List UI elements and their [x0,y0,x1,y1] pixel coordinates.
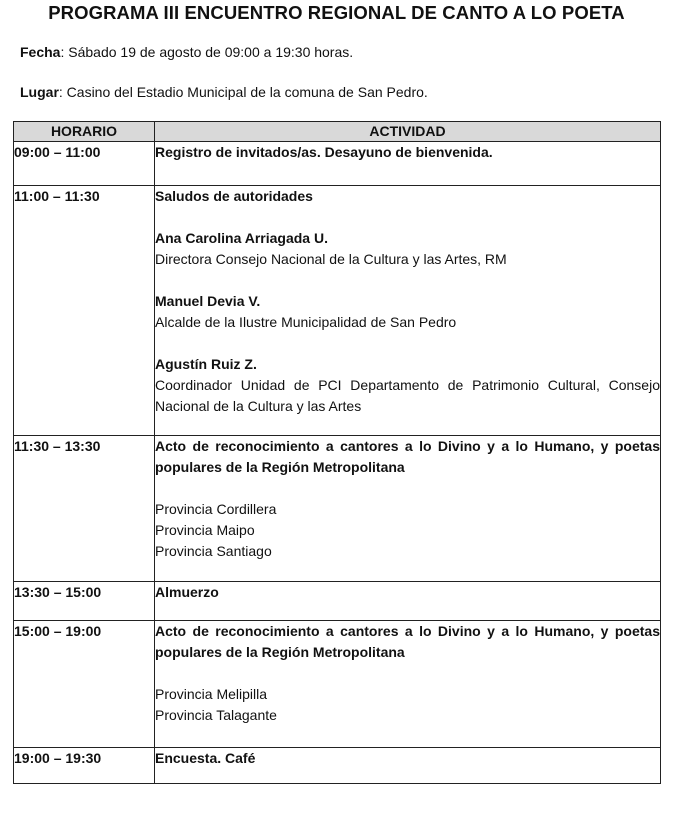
table-row [14,621,661,748]
page-title: PROGRAMA III ENCUENTRO REGIONAL DE CANTO A LO POETA [48,2,625,23]
speaker-name: Agustín Ruiz Z. [155,356,257,372]
activity-title: Encuesta. Café [155,750,256,766]
header-actividad: ACTIVIDAD [155,122,661,142]
speaker-role: Alcalde de la Ilustre Municipalidad de San Pedro [155,314,457,330]
row-activity [155,436,661,582]
time-text: 11:30 – 13:30 [14,438,101,454]
place-label: Lugar [20,84,59,100]
header-horario: HORARIO [14,122,155,142]
row-time [14,436,155,582]
province-item: Provincia Maipo [155,522,255,538]
date-label: Fecha [20,44,61,60]
activity-title: Almuerzo [155,584,219,600]
row-activity [155,621,661,748]
row-time [14,621,155,748]
activity-title: Acto de reconocimiento a cantores a lo Divino y a lo Humano, y poetas populares de la Región Metropolitana [155,438,660,475]
province-item: Provincia Talagante [155,707,277,723]
table-row [14,582,661,621]
table-row [14,186,661,436]
speaker-name: Ana Carolina Arriagada U. [155,230,328,246]
speaker-name: Manuel Devia V. [155,293,261,309]
row-activity [155,142,661,186]
schedule-table [13,121,661,784]
place-value: : Casino del Estadio Municipal de la comuna de San Pedro. [58,84,428,100]
row-activity [155,582,661,621]
row-time [14,186,155,436]
activity-title: Registro de invitados/as. Desayuno de bienvenida. [155,144,493,160]
province-item: Provincia Santiago [155,543,272,559]
time-text: 15:00 – 19:00 [14,623,102,639]
row-activity [155,186,661,436]
row-activity [155,748,661,784]
table-header-row [14,122,661,142]
date-value: : Sábado 19 de agosto de 09:00 a 19:30 horas. [60,44,354,60]
activity-title: Acto de reconocimiento a cantores a lo Divino y a lo Humano, y poetas populares de la Región Metropolitana [155,623,660,660]
place-line [20,84,428,100]
table-row [14,142,661,186]
province-item: Provincia Melipilla [155,686,268,702]
time-text: 13:30 – 15:00 [14,584,102,600]
activity-title: Saludos de autoridades [155,188,313,204]
time-text: 11:00 – 11:30 [14,188,100,204]
row-time [14,748,155,784]
row-time [14,582,155,621]
row-time [14,142,155,186]
time-text: 19:00 – 19:30 [14,750,102,766]
province-item: Provincia Cordillera [155,501,277,517]
time-text: 09:00 – 11:00 [14,144,101,160]
date-line [20,44,353,60]
table-row [14,436,661,582]
speaker-role: Coordinador Unidad de PCI Departamento de Patrimonio Cultural, Consejo Nacional de la Cultura y las Artes [155,377,660,414]
speaker-role: Directora Consejo Nacional de la Cultura y las Artes, RM [155,251,507,267]
table-row [14,748,661,784]
